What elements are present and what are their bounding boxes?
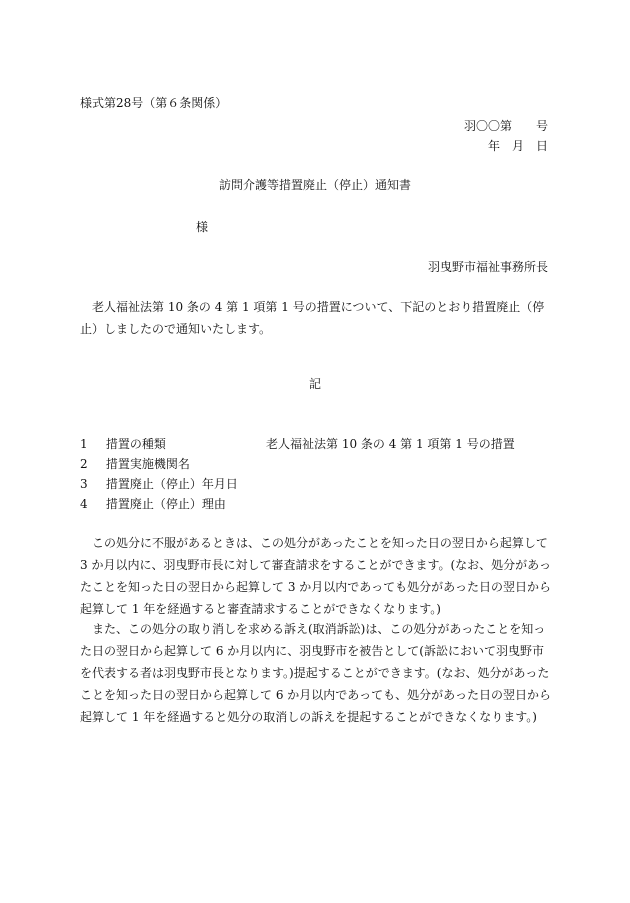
list-item	[80, 456, 560, 476]
item-label: 措置廃止（停止）理由	[105, 497, 226, 511]
list-item	[80, 436, 560, 456]
addressee: 様	[196, 220, 209, 234]
document-title: 訪問介護等措置廃止（停止）通知書	[218, 178, 411, 192]
item-number: 2	[80, 457, 88, 471]
appeal-paragraph-review: この処分に不服があるときは、この処分があったことを知った日の翌日から起算して 3 か月以内に、羽曳野市長に対して審査請求をすることができます。(なお、処分があったことを知った日の翌日から起算して 3 か月以内であっても処分があった日の翌日から起算して 1 年を経過すると審査請求することができなくなります。)	[80, 536, 552, 616]
ki-heading: 記	[308, 377, 321, 391]
form-number: 様式第28号（第６条関係）	[80, 96, 228, 110]
intro-paragraph: 老人福祉法第 10 条の 4 第 1 項第 1 号の措置について、下記のとおり措置廃止（停止）しましたので通知いたします。	[80, 300, 545, 336]
appeal-paragraph-lawsuit: また、この処分の取り消しを求める訴え(取消訴訟)は、この処分があったことを知った日の翌日から起算して 6 か月以内に、羽曳野市を被告として(訴訟において羽曳野市を代表する者は羽曳野市長となります。)提起することができます。(なお、処分があったことを知った日の翌日から起算して 6 か月以内であっても、処分があった日の翌日から起算して 1 年を経過すると処分の取消しの訴えを提起することができなくなります。)	[80, 622, 552, 724]
item-label: 措置実施機関名	[105, 457, 190, 471]
list-item	[80, 496, 560, 516]
list-item	[80, 476, 560, 496]
document-date: 年 月 日	[487, 139, 548, 153]
item-number: 1	[80, 437, 88, 451]
item-label: 措置廃止（停止）年月日	[105, 477, 238, 491]
item-label: 措置の種類	[105, 437, 166, 451]
item-value: 老人福祉法第 10 条の 4 第 1 項第 1 号の措置	[266, 437, 515, 451]
item-list	[80, 436, 560, 516]
item-number: 3	[80, 477, 88, 491]
document-number: 羽〇〇第 号	[463, 119, 548, 133]
issuer: 羽曳野市福祉事務所長	[427, 260, 548, 274]
item-number: 4	[80, 497, 88, 511]
